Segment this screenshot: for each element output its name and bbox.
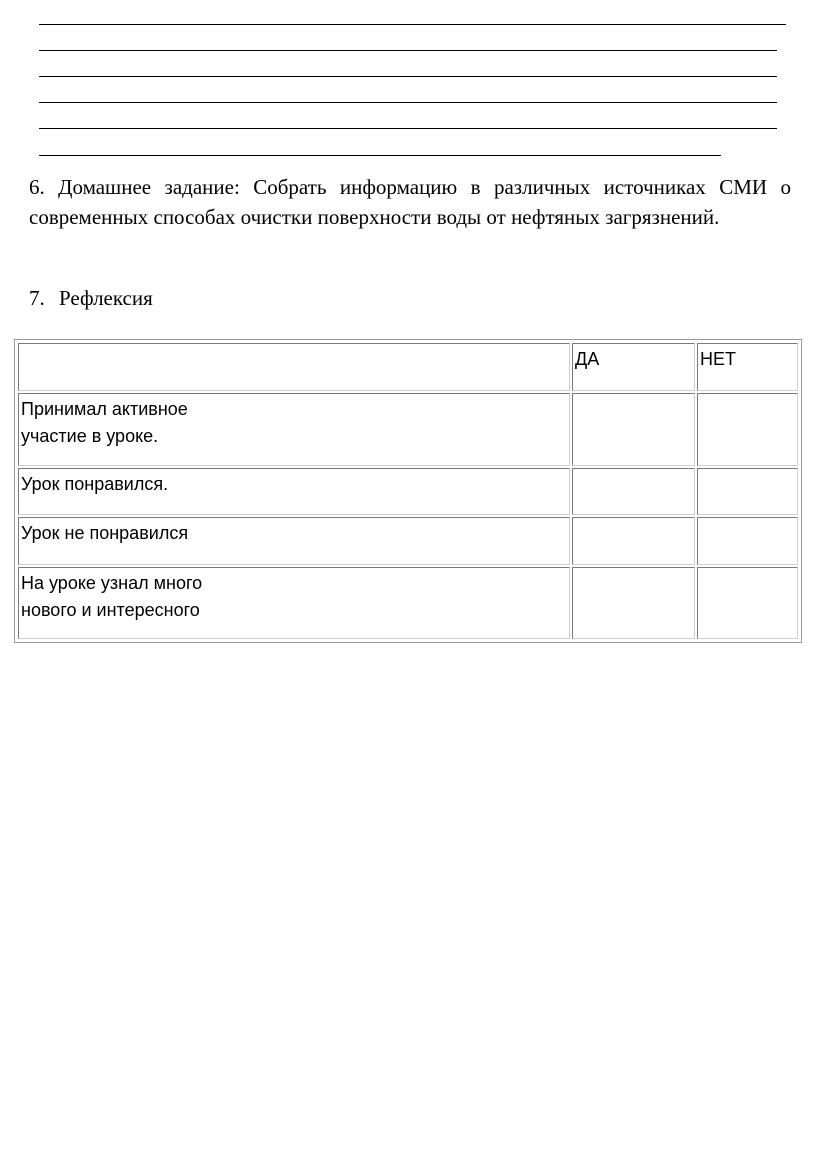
homework-paragraph: 6. Домашнее задание: Собрать информацию в различных источниках СМИ о современных способах очистки поверхности воды от нефтяных загрязнений. [29, 175, 791, 229]
question-line: Урок понравился. [21, 474, 169, 494]
yes-answer-cell[interactable] [572, 567, 695, 639]
reflection-heading [29, 284, 153, 312]
reflection-number: 7. [29, 286, 45, 310]
writing-line [39, 128, 777, 129]
reflection-title: Рефлексия [59, 286, 153, 310]
writing-line [39, 24, 786, 25]
no-answer-cell[interactable] [697, 517, 798, 565]
header-yes-label: ДА [575, 349, 600, 369]
yes-answer-cell[interactable] [572, 393, 695, 466]
no-answer-cell[interactable] [697, 393, 798, 466]
writing-line [39, 155, 721, 156]
question-cell [18, 567, 570, 639]
question-line: Принимал активное [21, 399, 188, 419]
header-question-cell [18, 343, 570, 391]
question-line: На уроке узнал много [21, 573, 203, 593]
writing-line [39, 76, 777, 77]
writing-line [39, 50, 777, 51]
question-cell [18, 517, 570, 565]
writing-line [39, 102, 777, 103]
question-line: участие в уроке. [21, 426, 159, 446]
header-yes-cell [572, 343, 695, 391]
yes-answer-cell[interactable] [572, 517, 695, 565]
question-line: Урок не понравился [21, 523, 189, 543]
no-answer-cell[interactable] [697, 567, 798, 639]
question-cell [18, 393, 570, 466]
question-cell [18, 468, 570, 515]
no-answer-cell[interactable] [697, 468, 798, 515]
header-no-label: НЕТ [700, 349, 736, 369]
question-line: нового и интересного [21, 600, 200, 620]
yes-answer-cell[interactable] [572, 468, 695, 515]
reflection-table [14, 339, 802, 643]
header-no-cell [697, 343, 798, 391]
